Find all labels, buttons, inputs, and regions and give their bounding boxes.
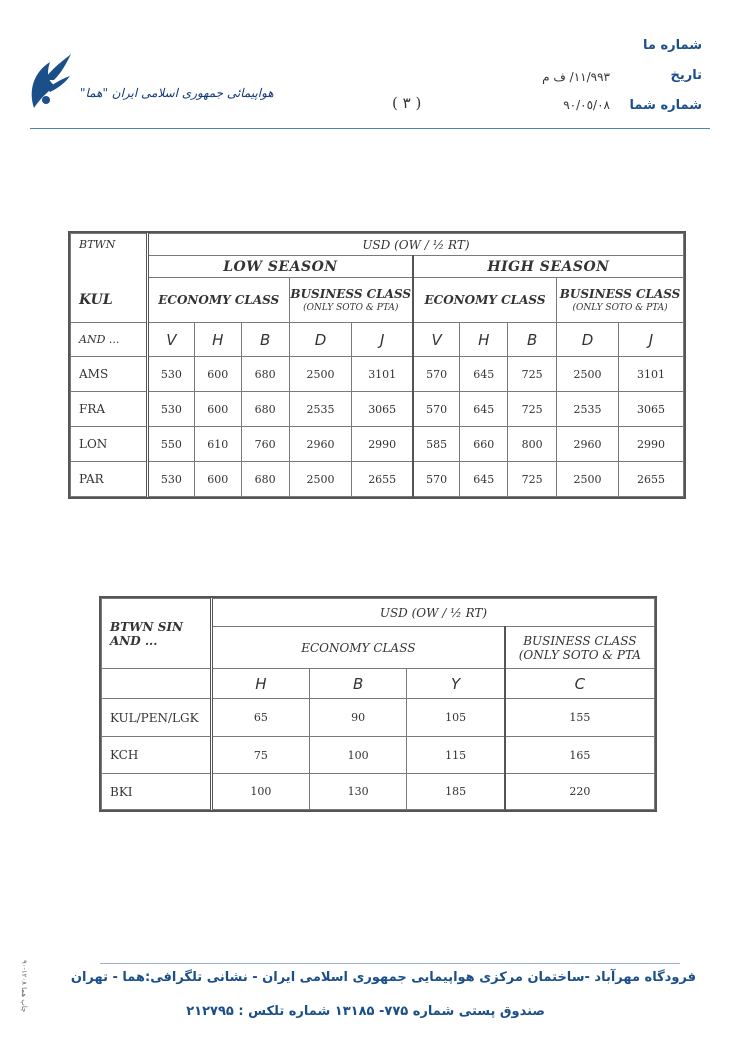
homa-logo — [24, 50, 72, 114]
fare-cell: 530 — [147, 357, 194, 392]
fare-cell: 725 — [508, 392, 557, 427]
high-season-header: HIGH SEASON — [413, 256, 684, 278]
fare-cell: 130 — [309, 774, 407, 810]
table-row — [71, 357, 684, 392]
fare-cell: 570 — [413, 392, 460, 427]
fare-cell: 570 — [413, 357, 460, 392]
fare-class: H — [194, 323, 241, 357]
table-row — [71, 462, 684, 497]
fare-cell: 645 — [460, 462, 508, 497]
fare-cell: 570 — [413, 462, 460, 497]
fare-class: B — [309, 669, 407, 699]
footer-divider — [100, 963, 680, 964]
currency-header: USD (OW / ½ RT) — [147, 234, 683, 256]
fare-cell: 680 — [241, 462, 289, 497]
sin-business-label: BUSINESS CLASS — [523, 633, 637, 648]
city-cell: LON — [71, 427, 148, 462]
fare-class: J — [352, 323, 413, 357]
fare-class: J — [619, 323, 684, 357]
fare-cell: 100 — [211, 774, 309, 810]
sin-currency-header: USD (OW / ½ RT) — [211, 599, 654, 627]
fare-class: H — [460, 323, 508, 357]
sin-corner-line2: AND ... — [110, 633, 158, 648]
high-economy-header: ECONOMY CLASS — [413, 278, 557, 323]
fare-cell: 100 — [309, 737, 407, 774]
fare-cell: 2960 — [557, 427, 619, 462]
date-label: تاریخ — [670, 68, 702, 83]
fare-cell: 2500 — [557, 357, 619, 392]
fare-cell: 2990 — [619, 427, 684, 462]
fare-class: V — [413, 323, 460, 357]
city-cell: FRA — [71, 392, 148, 427]
footer-address: فرودگاه مهرآباد -ساختمان مرکزی هواپیمایی جمهوری اسلامی ایران - نشانی تلگرافی:هما - تهران — [70, 970, 696, 985]
low-business-label: BUSINESS CLASS — [290, 287, 412, 301]
fare-cell: 600 — [194, 462, 241, 497]
table-row — [102, 774, 655, 810]
fare-cell: 680 — [241, 357, 289, 392]
page-number: ( ٣ ) — [392, 94, 422, 112]
fare-class: D — [557, 323, 619, 357]
table-row — [71, 392, 684, 427]
fare-cell: 530 — [147, 462, 194, 497]
fare-cell: 3101 — [352, 357, 413, 392]
fare-cell: 600 — [194, 392, 241, 427]
city-cell: KCH — [102, 737, 212, 774]
fare-cell: 680 — [241, 392, 289, 427]
fare-cell: 660 — [460, 427, 508, 462]
city-cell: BKI — [102, 774, 212, 810]
our-reference-label: شماره ما — [643, 38, 702, 53]
city-cell: PAR — [71, 462, 148, 497]
high-business-note: (ONLY SOTO & PTA) — [572, 303, 668, 313]
footer-po-box: صندوق پستی شماره ۷۷۵- ۱۳۱۸۵ شماره تلکس : ۲۱۲۷۹۵ — [186, 1004, 545, 1019]
city-cell: KUL/PEN/LGK — [102, 699, 212, 737]
fare-cell: 105 — [407, 699, 505, 737]
corner-spacer — [71, 256, 148, 278]
fare-cell: 3101 — [619, 357, 684, 392]
fare-cell: 2990 — [352, 427, 413, 462]
fare-cell: 2500 — [289, 462, 352, 497]
fare-class: B — [508, 323, 557, 357]
date-value: ١١/٩٩٣/ ف م — [542, 70, 610, 84]
table-row — [71, 427, 684, 462]
fare-cell: 645 — [460, 392, 508, 427]
your-reference-value: ٩٠/٠٥/٠٨ — [563, 98, 610, 112]
fare-cell: 530 — [147, 392, 194, 427]
airline-name: هواپیمائی جمهوری اسلامی ایران "هما" — [80, 86, 274, 100]
sin-business-header — [505, 627, 655, 669]
fare-cell: 610 — [194, 427, 241, 462]
fare-cell: 600 — [194, 357, 241, 392]
fare-cell: 2535 — [289, 392, 352, 427]
city-cell: AMS — [71, 357, 148, 392]
low-business-header — [289, 278, 413, 323]
fare-cell: 155 — [505, 699, 655, 737]
fare-class: C — [505, 669, 655, 699]
fare-cell: 2655 — [619, 462, 684, 497]
fare-cell: 550 — [147, 427, 194, 462]
fare-cell: 2535 — [557, 392, 619, 427]
fare-cell: 185 — [407, 774, 505, 810]
corner-kul: KUL — [71, 278, 148, 323]
fare-cell: 3065 — [352, 392, 413, 427]
corner-and: AND ... — [71, 323, 148, 357]
fare-class: D — [289, 323, 352, 357]
sin-corner-line1: BTWN SIN — [110, 619, 183, 634]
fare-cell: 760 — [241, 427, 289, 462]
low-season-header: LOW SEASON — [147, 256, 413, 278]
fare-cell: 2500 — [557, 462, 619, 497]
corner-btwn: BTWN — [71, 234, 148, 256]
fare-cell: 75 — [211, 737, 309, 774]
fare-cell: 2655 — [352, 462, 413, 497]
header-divider — [30, 128, 710, 129]
fare-cell: 3065 — [619, 392, 684, 427]
fare-cell: 2960 — [289, 427, 352, 462]
fare-class: Y — [407, 669, 505, 699]
low-business-note: (ONLY SOTO & PTA) — [303, 303, 399, 313]
fare-cell: 725 — [508, 357, 557, 392]
fare-class: H — [211, 669, 309, 699]
sin-fares-table — [101, 598, 655, 810]
fare-cell: 645 — [460, 357, 508, 392]
fare-cell: 220 — [505, 774, 655, 810]
fare-class: B — [241, 323, 289, 357]
fare-cell: 800 — [508, 427, 557, 462]
table-row — [102, 737, 655, 774]
sin-economy-header: ECONOMY CLASS — [211, 627, 504, 669]
fare-cell: 2500 — [289, 357, 352, 392]
fare-cell: 585 — [413, 427, 460, 462]
high-business-label: BUSINESS CLASS — [559, 287, 681, 301]
low-economy-header: ECONOMY CLASS — [147, 278, 289, 323]
high-business-header — [557, 278, 684, 323]
fare-cell: 90 — [309, 699, 407, 737]
sin-business-note: (ONLY SOTO & PTA — [518, 647, 641, 662]
fare-cell: 65 — [211, 699, 309, 737]
sin-corner — [102, 599, 212, 669]
print-code: ۹۰-۱۲۰۸ چاپ هما — [20, 960, 28, 1013]
your-reference-label: شماره شما — [629, 98, 702, 113]
fare-class: V — [147, 323, 194, 357]
kul-fares-table — [70, 233, 684, 497]
fare-cell: 725 — [508, 462, 557, 497]
table-row — [102, 699, 655, 737]
fare-cell: 165 — [505, 737, 655, 774]
fare-cell: 115 — [407, 737, 505, 774]
sin-corner-spacer — [102, 669, 212, 699]
